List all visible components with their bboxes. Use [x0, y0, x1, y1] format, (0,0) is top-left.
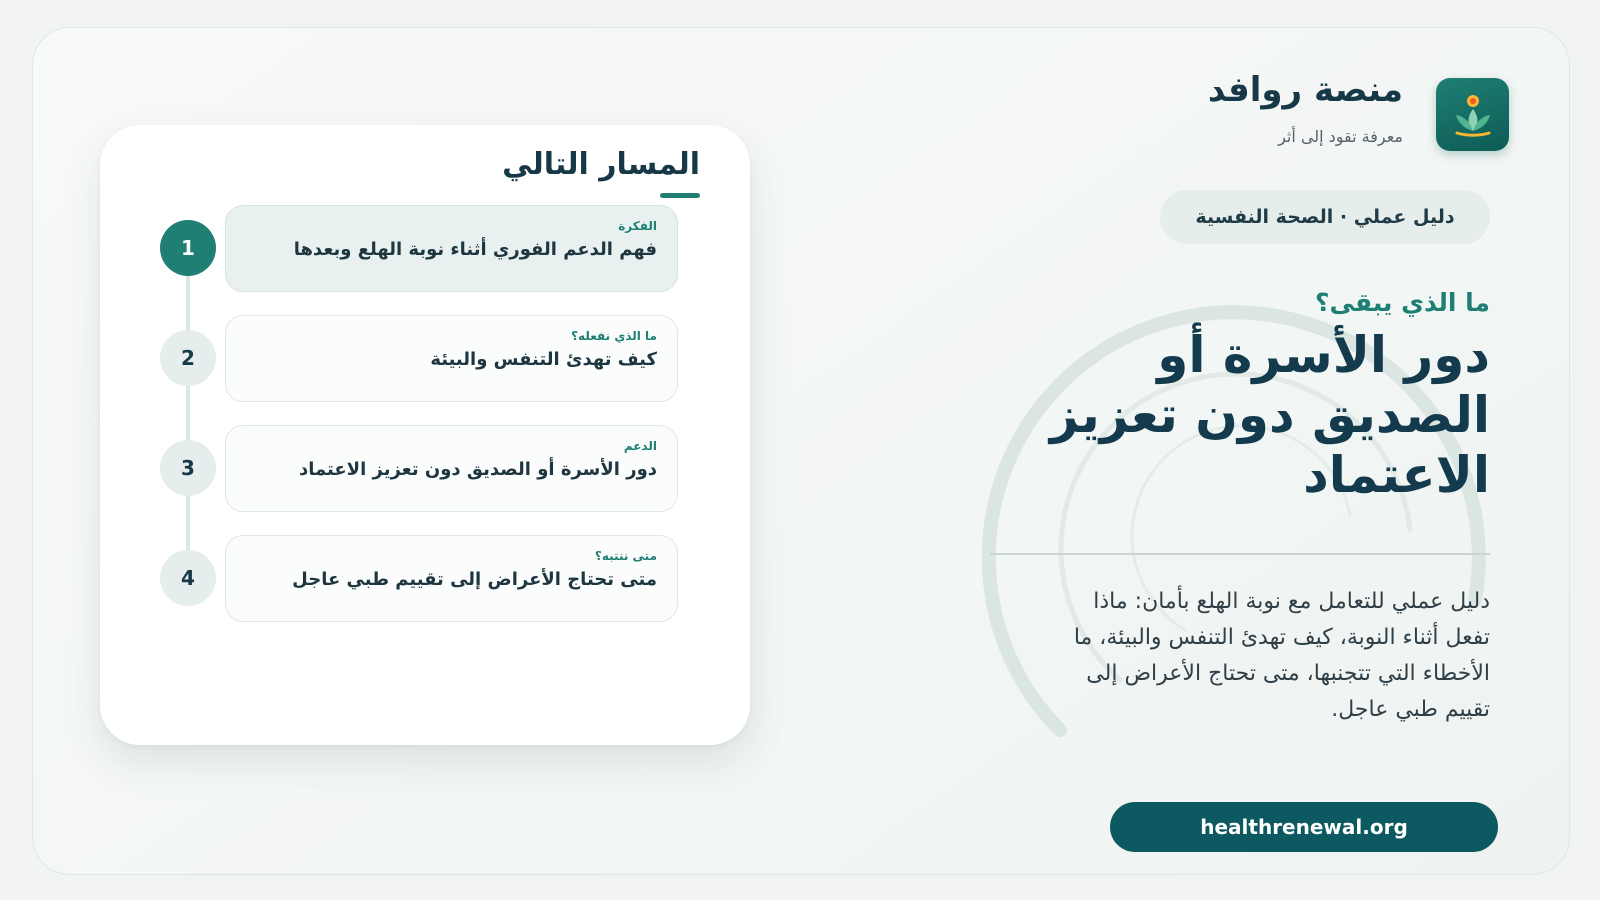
step-tag: الفكرة	[618, 219, 657, 233]
kicker-question: ما الذي يبقى؟	[1315, 288, 1490, 317]
brand-tagline: معرفة تقود إلى أثر	[1278, 127, 1403, 146]
website-link-button[interactable]: healthrenewal.org	[1110, 802, 1498, 852]
category-badge: دليل عملي · الصحة النفسية	[1160, 190, 1490, 244]
step-item-2[interactable]	[225, 315, 678, 402]
step-tag: ما الذي نفعله؟	[571, 329, 657, 343]
step-number-4: 4	[160, 550, 216, 606]
step-text: فهم الدعم الفوري أثناء نوبة الهلع وبعدها	[293, 239, 657, 260]
step-number-2: 2	[160, 330, 216, 386]
step-text: متى تحتاج الأعراض إلى تقييم طبي عاجل	[292, 569, 657, 590]
step-tag: متى ننتبه؟	[594, 549, 657, 563]
title-underline	[660, 193, 700, 198]
step-text: دور الأسرة أو الصديق دون تعزيز الاعتماد	[298, 459, 657, 480]
timeline-connector	[186, 250, 190, 580]
lotus-sun-icon	[1436, 78, 1509, 151]
step-item-1[interactable]	[225, 205, 678, 292]
page-title: دور الأسرة أو الصديق دون تعزيز الاعتماد	[1049, 326, 1490, 504]
next-path-card	[100, 125, 750, 745]
step-text: كيف تهدئ التنفس والبيئة	[430, 349, 657, 370]
divider	[990, 553, 1490, 555]
description-text: دليل عملي للتعامل مع نوبة الهلع بأمان: ماذا تفعل أثناء النوبة، كيف تهدئ التنفس والبيئة، ما الأخطاء التي تتجنبها، متى تحتاج الأعراض إلى تقييم طبي عاجل.	[1073, 589, 1490, 722]
step-number-3: 3	[160, 440, 216, 496]
card-title: المسار التالي	[502, 147, 700, 182]
step-item-3[interactable]	[225, 425, 678, 512]
step-tag: الدعم	[623, 439, 657, 453]
brand-name: منصة روافد	[1207, 70, 1403, 110]
step-number-1: 1	[160, 220, 216, 276]
step-item-4[interactable]	[225, 535, 678, 622]
